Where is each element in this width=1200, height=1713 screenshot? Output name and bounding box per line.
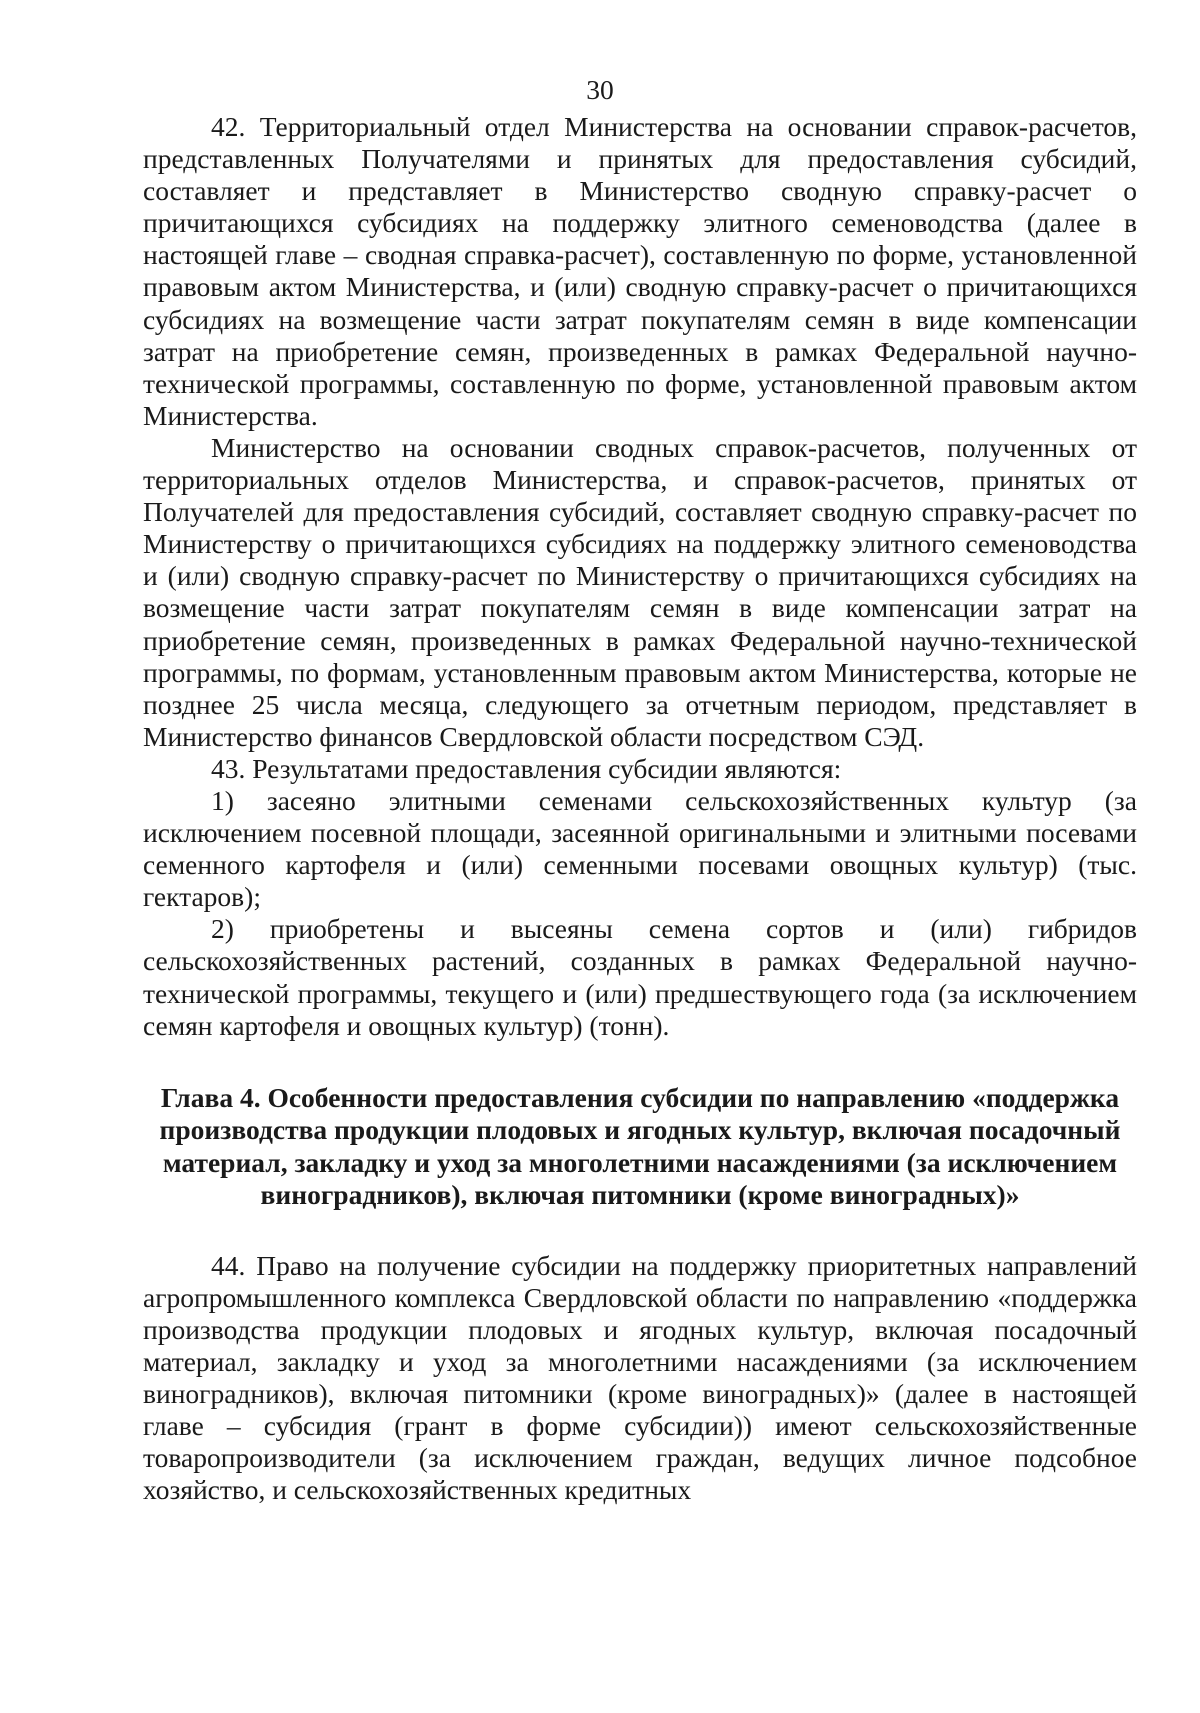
- document-body: [143, 111, 1137, 1506]
- paragraph-44: 44. Право на получение субсидии на поддержку приоритетных направлений агропромышленного комплекса Свердловской области по направлению «поддержка производства продукции плодовых и ягодных культур, включая посадочный материал, закладку и уход за многолетними насаждениями (за исключением виноградников), включая питомники (кроме виноградных)» (далее в настоящей главе – субсидия (грант в форме субсидии)) имеют сельскохозяйственные товаропроизводители (за исключением граждан, ведущих личное подсобное хозяйство, и сельскохозяйственных кредитных: [143, 1249, 1137, 1506]
- paragraph-43-item-2: 2) приобретены и высеяны семена сортов и (или) гибридов сельскохозяйственных растений, созданных в рамках Федеральной научно-технической программы, текущего и (или) предшествующего года (за исключением семян картофеля и овощных культур) (тонн).: [143, 913, 1137, 1041]
- paragraph-43-item-1: 1) засеяно элитными семенами сельскохозяйственных культур (за исключением посевной площади, засеянной оригинальными и элитными посевами семенного картофеля и (или) семенными посевами овощных культур) (тыс. гектаров);: [143, 784, 1137, 913]
- paragraph-43: 43. Результатами предоставления субсидии являются:: [211, 752, 842, 784]
- page-number: 30: [586, 74, 614, 105]
- chapter-4-heading: Глава 4. Особенности предоставления субсидии по направлению «поддержка производства продукции плодовых и ягодных культур, включая посадочный материал, закладку и уход за многолетними насаждениями (за исключением виноградников), включая питомники (кроме виноградных)»: [159, 1081, 1121, 1211]
- paragraph-42: 42. Территориальный отдел Министерства на основании справок-расчетов, представленных Получателями и принятых для предоставления субсидий, составляет и представляет в Министерство сводную справку-расчет о причитающихся субсидиях на поддержку элитного семеноводства (далее в настоящей главе – сводная справка-расчет), составленную по форме, установленной правовым актом Министерства, и (или) сводную справку-расчет о причитающихся субсидиях на возмещение части затрат покупателям семян в виде компенсации затрат на приобретение семян, произведенных в рамках Федеральной научно-технической программы, составленную по форме, установленной правовым актом Министерства.: [143, 111, 1137, 431]
- paragraph-ministry-summary: Министерство на основании сводных справок-расчетов, полученных от территориальных отделов Министерства, и справок-расчетов, принятых от Получателей для предоставления субсидий, составляет сводную справку-расчет по Министерству о причитающихся субсидиях на поддержку элитного семеноводства и (или) сводную справку-расчет по Министерству о причитающихся субсидиях на возмещение части затрат покупателям семян в виде компенсации затрат на приобретение семян, произведенных в рамках Федеральной научно-технической программы, по формам, установленным правовым актом Министерства, которые не позднее 25 числа месяца, следующего за отчетным периодом, представляет в Министерство финансов Свердловской области посредством СЭД.: [143, 431, 1137, 752]
